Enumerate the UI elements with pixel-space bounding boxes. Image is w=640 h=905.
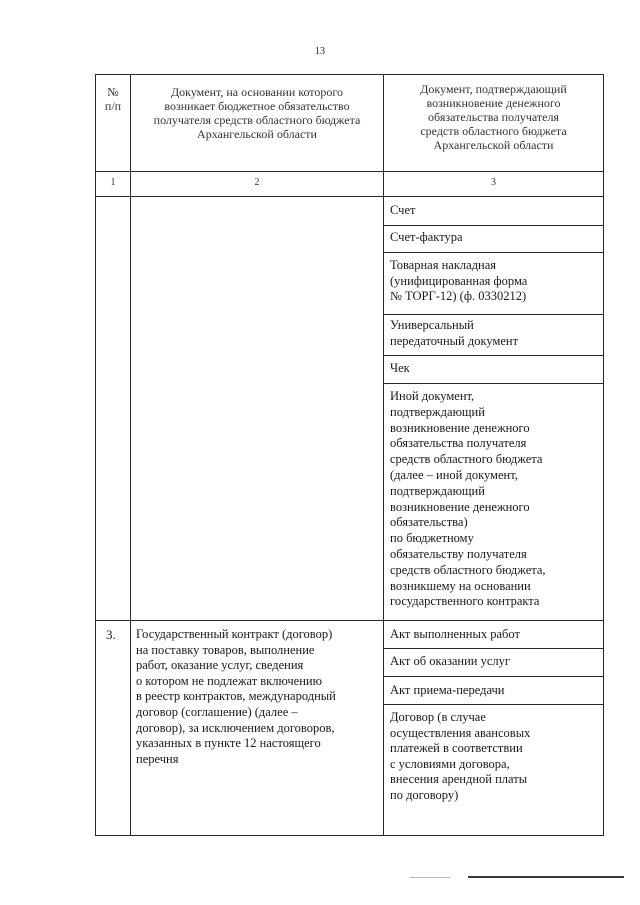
col3-rule bbox=[383, 704, 604, 705]
document-item: Иной документ, подтверждающий возникновение денежного обязательства получателя средств областного бюджета (далее – иной документ, подтверждающий возникновение денежного обязательства) по бюджетному обязательству получателя средств областного бюджета, возникшему на основании государственного контракта bbox=[390, 389, 546, 609]
col3-rule bbox=[383, 252, 604, 253]
header-bottom-rule bbox=[95, 171, 604, 172]
document-item: Акт выполненных работ bbox=[390, 627, 520, 641]
column-divider-2 bbox=[383, 74, 384, 836]
scan-artifact-dots bbox=[410, 877, 450, 878]
column-number-2: 2 bbox=[254, 177, 260, 188]
col3-rule bbox=[383, 355, 604, 356]
row3-top-rule bbox=[95, 620, 604, 621]
document-item: Акт об оказании услуг bbox=[390, 654, 511, 668]
header-basis-document-cell: Документ, на основании которого возникает бюджетное обязательство получателя средств областного бюджета Архангельской области bbox=[153, 85, 361, 141]
scan-artifact-line bbox=[468, 876, 624, 878]
table-border-right bbox=[603, 74, 604, 836]
document-item: Счет-фактура bbox=[390, 230, 463, 244]
col3-rule bbox=[383, 225, 604, 226]
table-border-bottom bbox=[95, 835, 604, 836]
column-numbers-bottom-rule bbox=[95, 196, 604, 197]
document-item: Универсальный передаточный документ bbox=[390, 318, 519, 348]
column-number-3: 3 bbox=[491, 177, 496, 188]
header-confirming-document-cell: Документ, подтверждающий возникновение денежного обязательства получателя средств областного бюджета Архангельской области bbox=[420, 82, 567, 152]
header-number-cell: № п/п bbox=[104, 85, 122, 113]
table-border-top bbox=[95, 74, 604, 75]
table-border-left bbox=[95, 74, 96, 836]
document-item: Акт приема-передачи bbox=[390, 683, 505, 697]
basis-document-text: Государственный контракт (договор) на поставку товаров, выполнение работ, оказание услуг, сведения о котором не подлежат включению в реестр контрактов, международный договор (соглашение) (далее – договор), за исключением договоров, указанных в пункте 12 настоящего перечня bbox=[136, 627, 336, 766]
column-number-1: 1 bbox=[110, 177, 116, 188]
col3-rule bbox=[383, 383, 604, 384]
page-number: 13 bbox=[315, 46, 325, 57]
column-divider-1 bbox=[130, 74, 131, 836]
row-number: 3. bbox=[106, 627, 116, 642]
document-item: Счет bbox=[390, 203, 416, 217]
col3-rule bbox=[383, 314, 604, 315]
col3-rule bbox=[383, 648, 604, 649]
document-item: Товарная накладная (унифицированная форма № ТОРГ-12) (ф. 0330212) bbox=[390, 258, 528, 304]
document-item: Договор (в случае осуществления авансовых платежей в соответствии с условиями договора, внесения арендной платы по договору) bbox=[390, 710, 531, 802]
col3-rule bbox=[383, 676, 604, 677]
document-item: Чек bbox=[390, 361, 410, 375]
